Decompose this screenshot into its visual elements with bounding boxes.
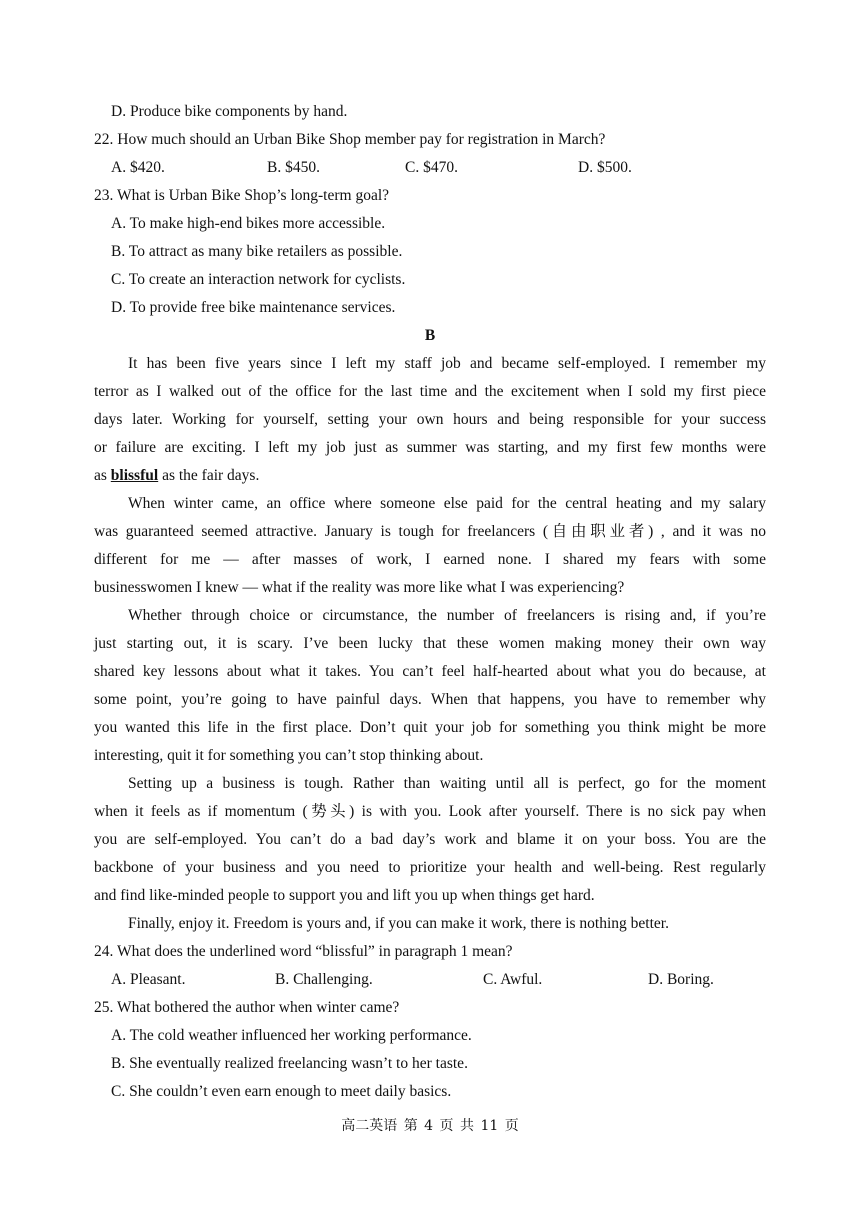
p5-line-1: Finally, enjoy it. Freedom is yours and, if you can make it work, there is nothing better.: [128, 915, 669, 932]
p2-line-1: When winter came, an office where someone else paid for the central heating and my salary: [128, 495, 766, 512]
p4-line-4: backbone of your business and you need to prioritize your health and well-being. Rest regularly: [94, 859, 766, 876]
section-heading: B: [424, 327, 436, 344]
q24-option-c: C. Awful.: [483, 971, 543, 988]
p3-line-5: you wanted this life in the first place. Don’t quit your job for something you think might be more: [94, 719, 766, 736]
q23-question: 23. What is Urban Bike Shop’s long-term goal?: [94, 187, 390, 204]
q25-option-a: A. The cold weather influenced her working performance.: [111, 1027, 472, 1044]
page-footer: 高二英语 第 4 页 共 11 页: [341, 1118, 519, 1134]
p1-line-1: It has been five years since I left my staff job and became self-employed. I remember my: [128, 355, 766, 372]
p1-line-5: [94, 466, 259, 486]
p3-line-6: interesting, quit it for something you can’t stop thinking about.: [94, 747, 484, 764]
q22-option-b: B. $450.: [267, 159, 320, 176]
p1-line-4: or failure are exciting. I left my job just as summer was starting, and my first few months were: [94, 439, 766, 456]
q24-option-b: B. Challenging.: [275, 971, 373, 988]
p1-line-3: days later. Working for yourself, setting your own hours and being responsible for your success: [94, 411, 766, 428]
p1-last-pre: as: [94, 467, 111, 484]
q25-option-c: C. She couldn’t even earn enough to meet daily basics.: [111, 1083, 452, 1100]
q23-option-d: D. To provide free bike maintenance services.: [111, 299, 396, 316]
p2-line-2: was guaranteed seemed attractive. January is tough for freelancers (自由职业者) , and it was no: [94, 523, 766, 540]
p3-line-2: just starting out, it is scary. I’ve been lucky that these women making money their own way: [94, 635, 766, 652]
p4-line-5: and find like-minded people to support you and lift you up when things get hard.: [94, 887, 595, 904]
p4-line-3: you are self-employed. You can’t do a bad day’s work and blame it on your boss. You are the: [94, 831, 766, 848]
q22-option-d: D. $500.: [578, 159, 632, 176]
q22-option-a: A. $420.: [111, 159, 165, 176]
q24-option-d: D. Boring.: [648, 971, 714, 988]
p4-line-2: when it feels as if momentum (势头) is with you. Look after yourself. There is no sick pay when: [94, 803, 766, 820]
q24-question: 24. What does the underlined word “blissful” in paragraph 1 mean?: [94, 943, 513, 960]
q24-option-a: A. Pleasant.: [111, 971, 186, 988]
p3-line-4: some point, you’re going to have painful days. When that happens, you have to remember why: [94, 691, 766, 708]
p1-line-2: terror as I walked out of the office for the last time and the excitement when I sold my first piece: [94, 383, 766, 400]
p3-line-1: Whether through choice or circumstance, the number of freelancers is rising and, if you’re: [128, 607, 766, 624]
q23-option-b: B. To attract as many bike retailers as possible.: [111, 243, 403, 260]
p2-line-4: businesswomen I knew — what if the reality was more like what I was experiencing?: [94, 579, 625, 596]
q25-option-b: B. She eventually realized freelancing wasn’t to her taste.: [111, 1055, 468, 1072]
q23-option-c: C. To create an interaction network for cyclists.: [111, 271, 406, 288]
p1-last-post: as the fair days.: [158, 467, 260, 484]
q22-question: 22. How much should an Urban Bike Shop member pay for registration in March?: [94, 131, 606, 148]
q25-question: 25. What bothered the author when winter came?: [94, 999, 400, 1016]
q23-option-a: A. To make high-end bikes more accessible.: [111, 215, 386, 232]
p2-line-3: different for me — after masses of work, I earned none. I shared my fears with some: [94, 551, 766, 568]
q21-option-d: D. Produce bike components by hand.: [111, 103, 348, 120]
q22-option-c: C. $470.: [405, 159, 458, 176]
p4-line-1: Setting up a business is tough. Rather than waiting until all is perfect, go for the moment: [128, 775, 766, 792]
underlined-word-blissful: blissful: [110, 467, 159, 484]
p3-line-3: shared key lessons about what it takes. You can’t feel half-hearted about what you do because, at: [94, 663, 766, 680]
